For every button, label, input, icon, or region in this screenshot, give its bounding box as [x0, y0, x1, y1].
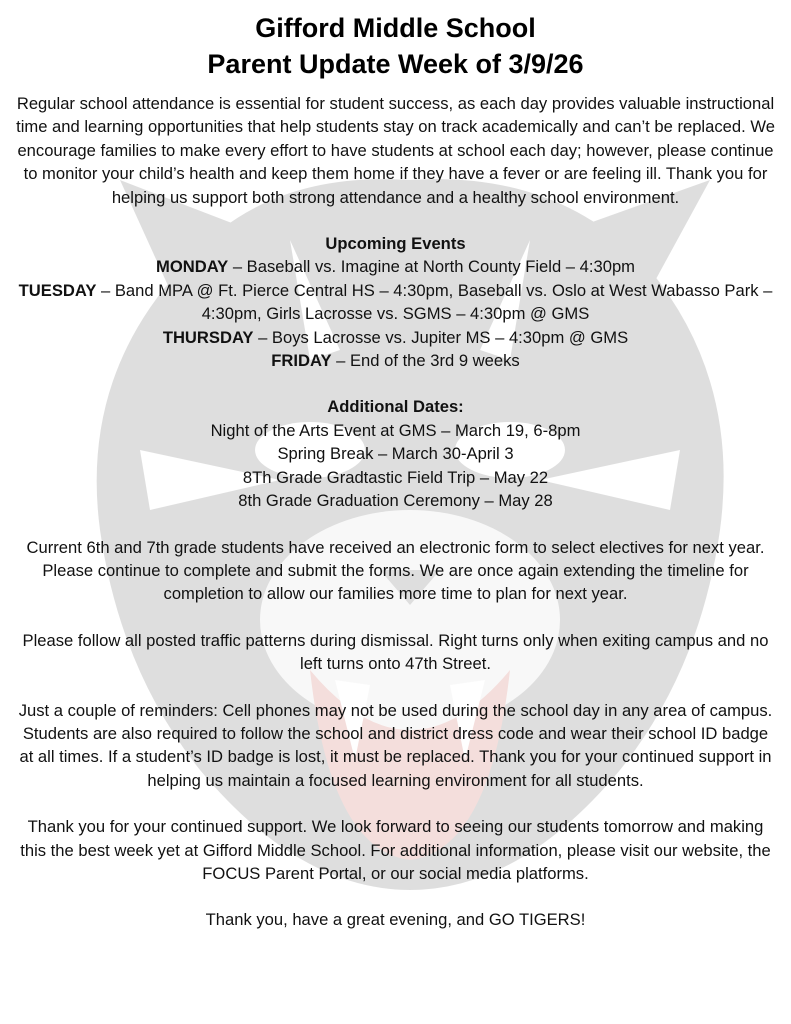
event-text: – Baseball vs. Imagine at North County Field – 4:30pm: [228, 257, 635, 277]
upcoming-events-heading: Upcoming Events: [325, 234, 466, 254]
closing-paragraph: Thank you for your continued support. We look forward to seeing our students tomorrow and making this the best week yet at Gifford Middle School. For additional information, please visit our website, the FOCUS Parent Portal, or our social media platforms.: [20, 817, 771, 883]
event-day: MONDAY: [156, 257, 229, 277]
date-item: Spring Break – March 30-April 3: [277, 444, 514, 464]
event-day: THURSDAY: [162, 327, 254, 347]
event-thursday: [14, 326, 777, 349]
update-week-heading: Parent Update Week of 3/9/26: [207, 49, 584, 79]
event-text: – Band MPA @ Ft. Pierce Central HS – 4:30pm, Baseball vs. Oslo at West Wabasso Park – 4:30pm, Girls Lacrosse vs. SGMS – 4:30pm @ GMS: [96, 280, 773, 324]
event-tuesday: [14, 279, 777, 326]
attendance-paragraph: Regular school attendance is essential for student success, as each day provides valuable instructional time and learning opportunities that help students stay on track academically and can’t be replaced. We encourage families to make every effort to have students at school each day; however, please continue to monitor your child’s health and keep them home if they have a fever or are feeling ill. Thank you for helping us support both strong attendance and a healthy school environment.: [16, 94, 775, 207]
event-day: TUESDAY: [18, 280, 97, 300]
event-day: FRIDAY: [271, 351, 332, 371]
electives-paragraph: Current 6th and 7th grade students have received an electronic form to select electives for next year. Please continue to complete and submit the forms. We are once again extending the timeline for completion to allow our families more time to plan for next year.: [26, 537, 765, 604]
event-text: – Boys Lacrosse vs. Jupiter MS – 4:30pm @ GMS: [253, 327, 629, 347]
additional-dates-heading: Additional Dates:: [327, 397, 464, 417]
date-item: Night of the Arts Event at GMS – March 19, 6-8pm: [210, 420, 581, 440]
traffic-paragraph: Please follow all posted traffic patterns during dismissal. Right turns only when exiting campus and no left turns onto 47th Street.: [22, 630, 769, 674]
event-monday: [14, 255, 777, 278]
school-name-heading: Gifford Middle School: [255, 13, 536, 43]
date-item: 8Th Grade Gradtastic Field Trip – May 22: [242, 467, 549, 487]
event-friday: [14, 349, 777, 372]
signoff-line: Thank you, have a great evening, and GO TIGERS!: [205, 910, 586, 930]
reminders-paragraph: Just a couple of reminders: Cell phones may not be used during the school day in any area of campus. Students are also required to follow the school and district dress code and wear their school ID badge at all times. If a student’s ID badge is lost, it must be replaced. Thank you for your continued support in helping us maintain a focused learning environment for all students.: [18, 700, 773, 790]
date-item: 8th Grade Graduation Ceremony – May 28: [238, 491, 553, 511]
event-text: – End of the 3rd 9 weeks: [331, 351, 520, 371]
